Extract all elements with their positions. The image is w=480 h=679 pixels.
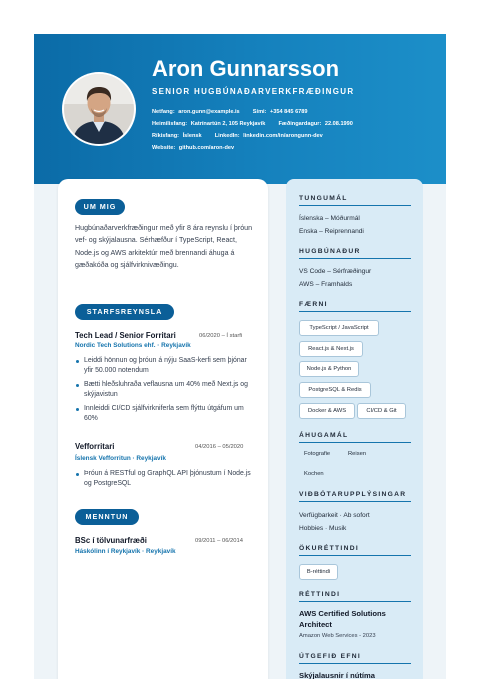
email-value[interactable]: aron.gunn@example.is xyxy=(178,109,240,115)
phone-label: Sími: xyxy=(252,109,267,115)
skill-chip: Node.js & Python xyxy=(299,361,359,377)
birth-label: Fæðingardagur: xyxy=(278,121,322,127)
job-org: Íslensk Vefforritun · Reykjavík xyxy=(75,455,166,462)
publications-heading: ÚTGEFIÐ EFNI xyxy=(299,653,411,664)
citizenship-value: Íslensk xyxy=(182,133,202,139)
language-item: Íslenska – Móðurmál xyxy=(299,215,360,222)
job-bullet: Innleiddi CI/CD sjálfvirkniferla sem flýttu útgáfum um 60% xyxy=(75,404,251,425)
email-label: Netfang: xyxy=(152,109,175,115)
address-label: Heimilisfang: xyxy=(152,121,188,127)
website-label: Website: xyxy=(152,145,176,151)
interests-heading: ÁHUGAMÁL xyxy=(299,432,411,443)
person-avatar-icon xyxy=(64,74,134,144)
software-item: AWS – Framhalds xyxy=(299,281,353,288)
skill-chip: PostgreSQL & Redis xyxy=(299,382,371,398)
skill-chip: React.js & Next.js xyxy=(299,341,363,357)
job-date: 04/2016 – 05/2020 xyxy=(195,444,244,450)
job-bullets xyxy=(75,356,251,427)
job-bullet: Þróun á RESTful og GraphQL API þjónustum í Node.js og PostgreSQL xyxy=(75,469,251,490)
additional-item: Verfügbarkeit · Ab sofort xyxy=(299,512,370,519)
linkedin-link[interactable]: linkedin.com/in/arongunn-dev xyxy=(243,133,323,139)
job-date: 06/2020 – Í starfi xyxy=(199,333,243,339)
language-item: Enska – Reiprennandi xyxy=(299,228,364,235)
about-heading: UM MIG xyxy=(75,199,125,215)
skills-heading: FÆRNI xyxy=(299,301,411,312)
interest-item: Fotografie xyxy=(304,451,331,457)
school-name: Háskólinn í Reykjavík · Reykjavík xyxy=(75,548,176,555)
address-value: Katrínartún 2, 105 Reykjavík xyxy=(190,121,266,127)
interest-item: Reisen xyxy=(348,451,367,457)
job-bullet: Bætti hleðsluhraða veflausna um 40% með Next.js og skýjavistun xyxy=(75,380,251,401)
skill-chip: Docker & AWS xyxy=(299,403,355,419)
certification-name: AWS Certified Solutions Architect xyxy=(299,609,386,629)
interest-item: Kochen xyxy=(304,471,324,477)
publication-title: Skýjalausnir í nútíma xyxy=(299,671,375,679)
skill-chip: CI/CD & Git xyxy=(357,403,406,419)
resume-header xyxy=(34,34,446,184)
main-column xyxy=(58,179,268,679)
experience-heading: STARFSREYNSLA xyxy=(75,304,174,320)
degree-date: 09/2011 – 06/2014 xyxy=(195,538,243,544)
about-text: Hugbúnaðarverkfræðingur með yfir 8 ára reynslu í þróun vef- og skýjalausna. Sérhæfður í TypeScript, React, Node.js og AWS arkitektúr með brennandi áhuga á gæðakóða og sjálfvirknivæðingu. xyxy=(75,224,253,270)
degree-title: BSc í tölvunarfræði xyxy=(75,536,147,545)
candidate-role: SENIOR HUGBÚNAÐARVERKFRÆÐINGUR xyxy=(152,87,355,96)
job-bullets xyxy=(75,469,251,493)
license-chip: B-réttindi xyxy=(299,564,338,580)
additional-item: Hobbies · Musik xyxy=(299,525,347,532)
citizenship-label: Ríkisfang: xyxy=(152,133,180,139)
job-org: Nordic Tech Solutions ehf. · Reykjavík xyxy=(75,342,191,349)
certifications-heading: RÉTTINDI xyxy=(299,591,411,602)
job-bullet: Leiddi hönnun og þróun á nýju SaaS-kerfi sem þjónar yfir 50.000 notendum xyxy=(75,356,251,377)
additional-heading: VIÐBÓTARUPPLÝSINGAR xyxy=(299,491,411,502)
candidate-name: Aron Gunnarsson xyxy=(152,56,340,81)
license-heading: ÖKURÉTTINDI xyxy=(299,545,411,556)
certification-org: Amazon Web Services - 2023 xyxy=(299,633,376,639)
sidebar xyxy=(286,179,423,679)
contact-row-3 xyxy=(152,133,323,139)
profile-photo xyxy=(62,72,136,146)
linkedin-label: LinkedIn: xyxy=(214,133,240,139)
software-item: VS Code – Sérfræðingur xyxy=(299,268,372,275)
software-heading: HUGBÚNAÐUR xyxy=(299,248,411,259)
education-heading: MENNTUN xyxy=(75,509,139,525)
contact-row-2 xyxy=(152,121,353,127)
languages-heading: TUNGUMÁL xyxy=(299,195,411,206)
job-title: Tech Lead / Senior Forritari xyxy=(75,331,176,340)
birth-value: 22.08.1990 xyxy=(324,121,353,127)
contact-row-4 xyxy=(152,145,234,151)
job-title: Vefforritari xyxy=(75,442,115,451)
phone-value[interactable]: +354 845 6789 xyxy=(270,109,308,115)
resume-sheet xyxy=(34,34,446,679)
contact-row-1 xyxy=(152,109,308,115)
website-link[interactable]: github.com/aron-dev xyxy=(178,145,235,151)
skill-chip: TypeScript / JavaScript xyxy=(299,320,379,336)
